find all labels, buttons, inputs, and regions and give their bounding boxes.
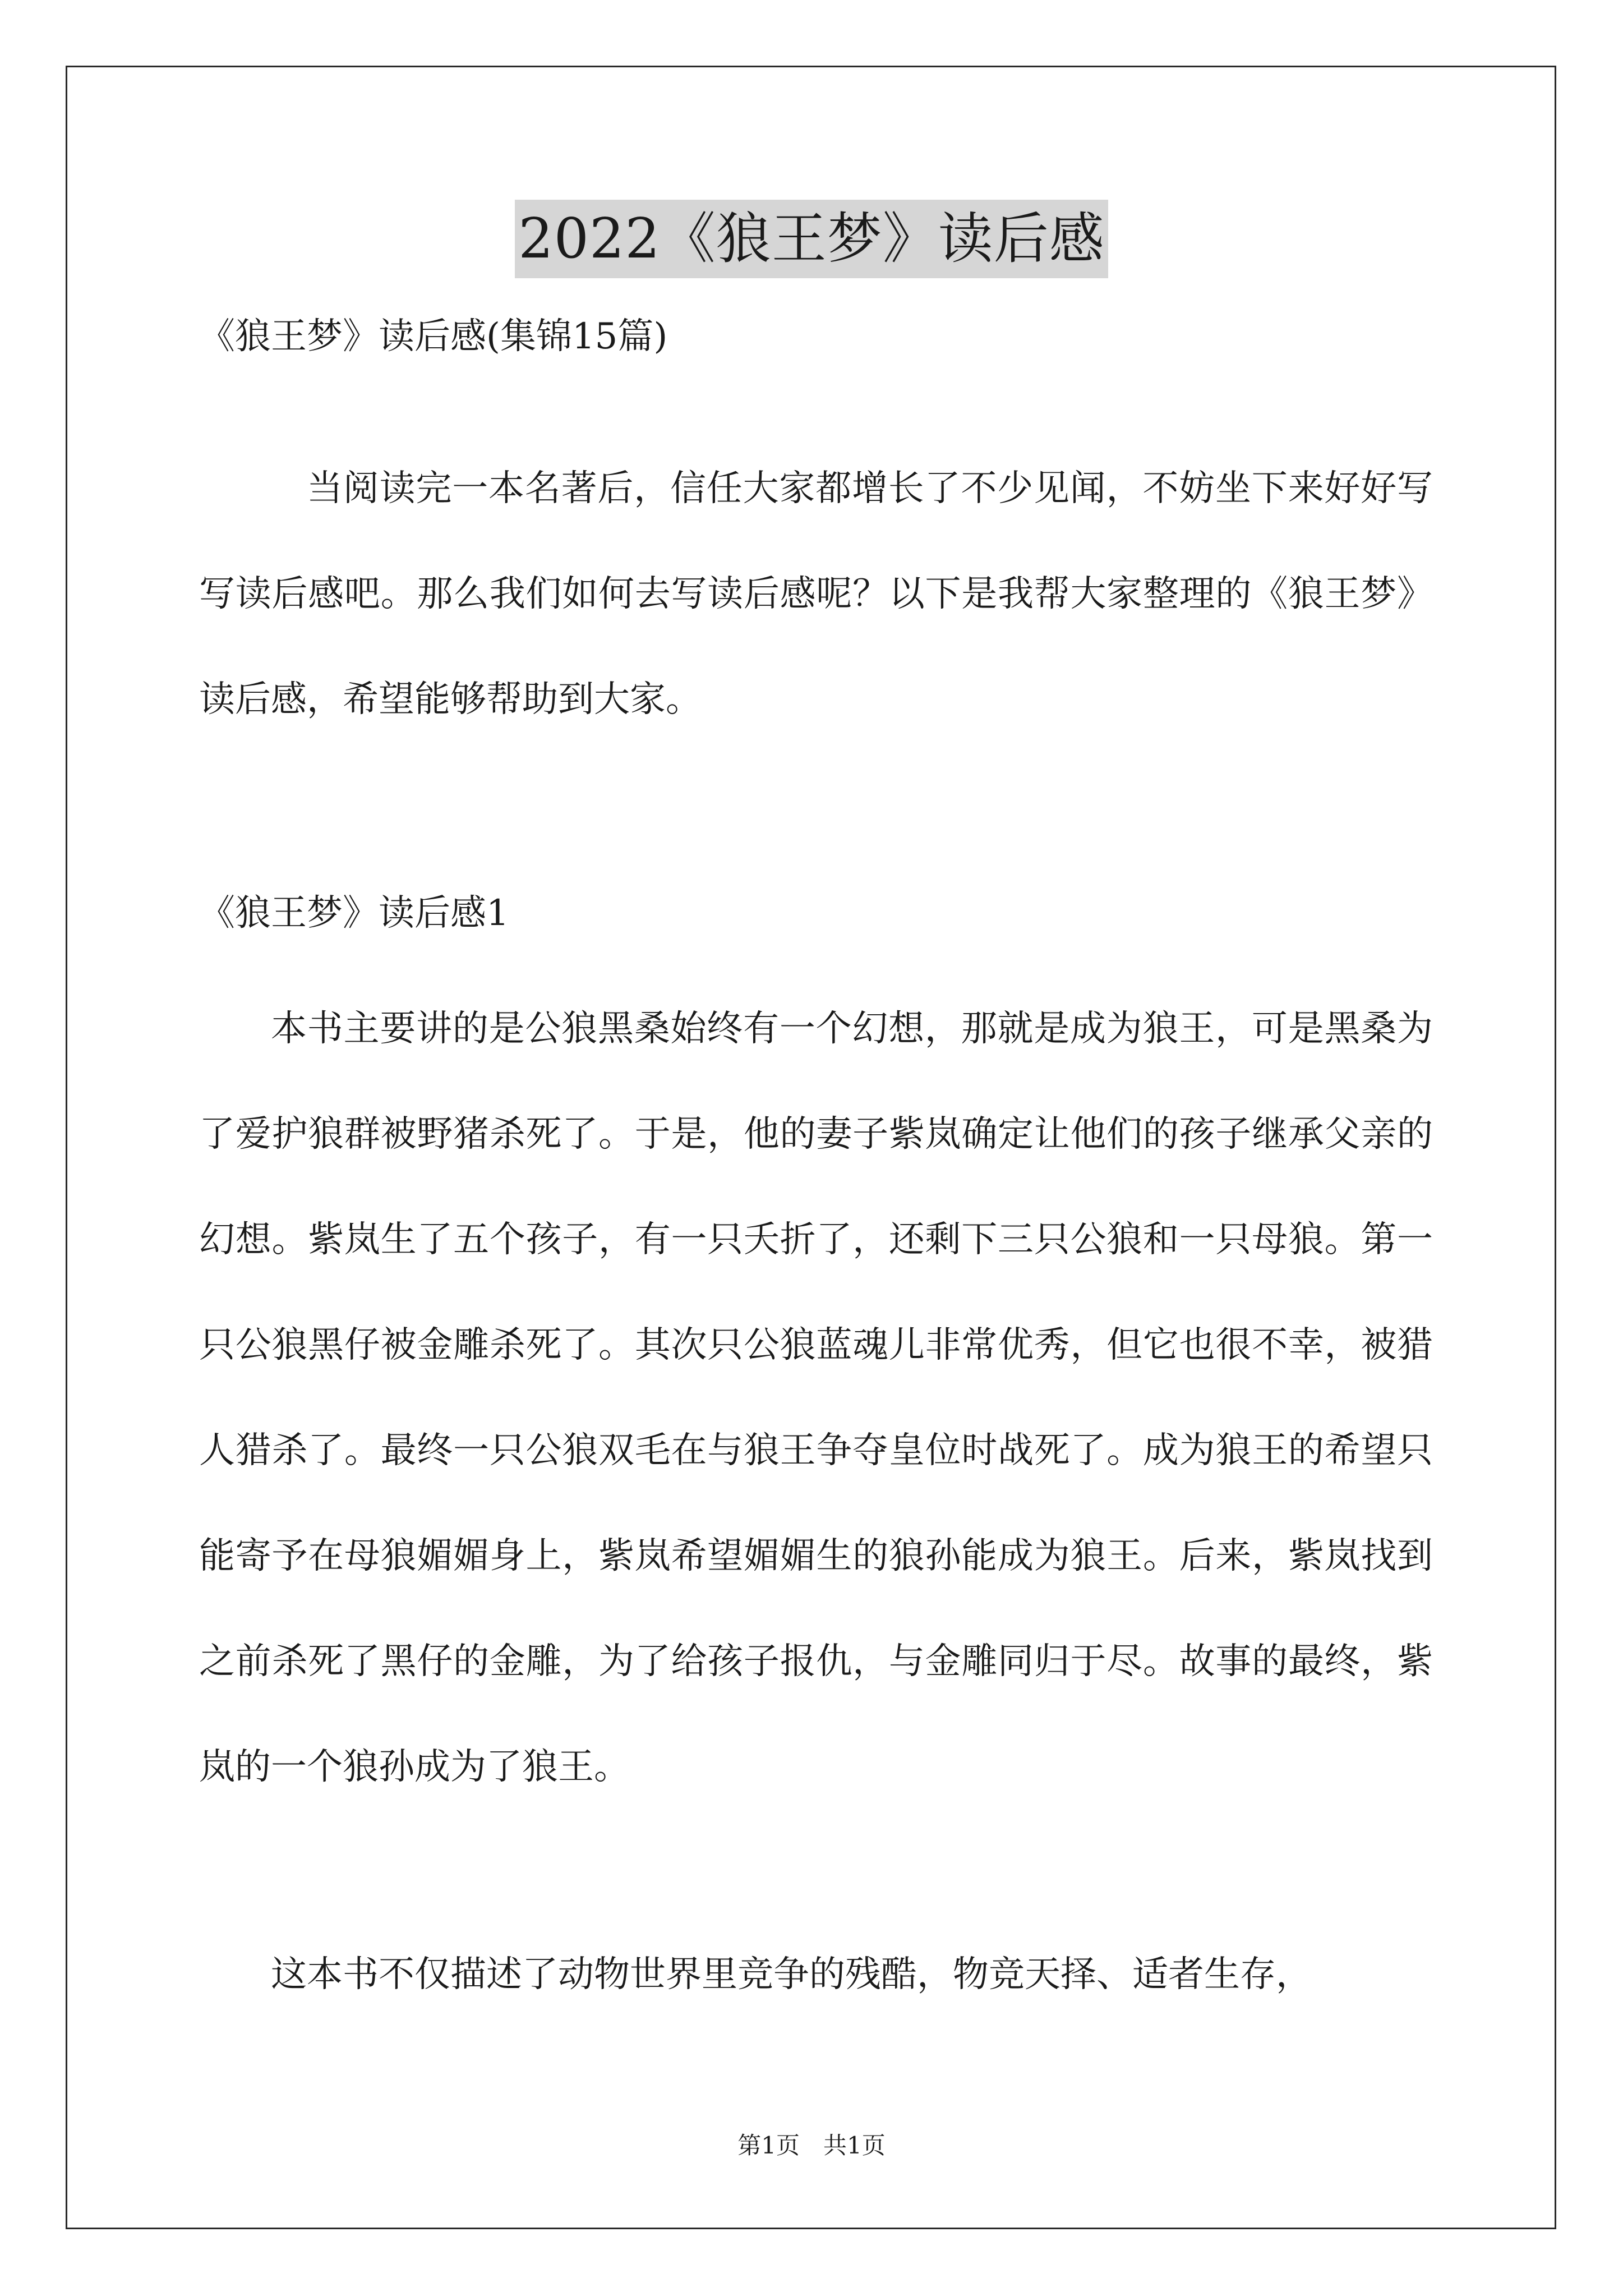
title-container bbox=[0, 200, 1623, 278]
section-heading: 《狼王梦》读后感1 bbox=[199, 892, 509, 934]
body-paragraph-2: 这本书不仅描述了动物世界里竞争的残酷，物竞天择、适者生存， bbox=[271, 1954, 1312, 1995]
intro-paragraph: 当阅读完一本名著后，信任大家都增长了不少见闻，不妨坐下来好好写写读后感吧。那么我们如何去写读后感呢？以下是我帮大家整理的《狼王梦》读后感，希望能够帮助到大家。 bbox=[199, 468, 1433, 720]
body-paragraph-1: 本书主要讲的是公狼黑桑始终有一个幻想，那就是成为狼王，可是黑桑为了爱护狼群被野猪杀死了。于是，他的妻子紫岚确定让他们的孩子继承父亲的幻想。紫岚生了五个孩子，有一只夭折了，还剩下三只公狼和一只母狼。第一只公狼黑仔被金雕杀死了。其次只公狼蓝魂儿非常优秀，但它也很不幸，被猎人猎杀了。最终一只公狼双毛在与狼王争夺皇位时战死了。成为狼王的希望只能寄予在母狼媚媚身上，紫岚希望媚媚生的狼孙能成为狼王。后来，紫岚找到之前杀死了黑仔的金雕，为了给孩子报仇，与金雕同归于尽。故事的最终，紫岚的一个狼孙成为了狼王。 bbox=[199, 1008, 1433, 1788]
page-footer: 第1页 共1页 bbox=[737, 2132, 886, 2159]
document-title: 2022《狼王梦》读后感 bbox=[515, 200, 1108, 278]
document-subtitle: 《狼王梦》读后感(集锦15篇) bbox=[199, 316, 668, 357]
